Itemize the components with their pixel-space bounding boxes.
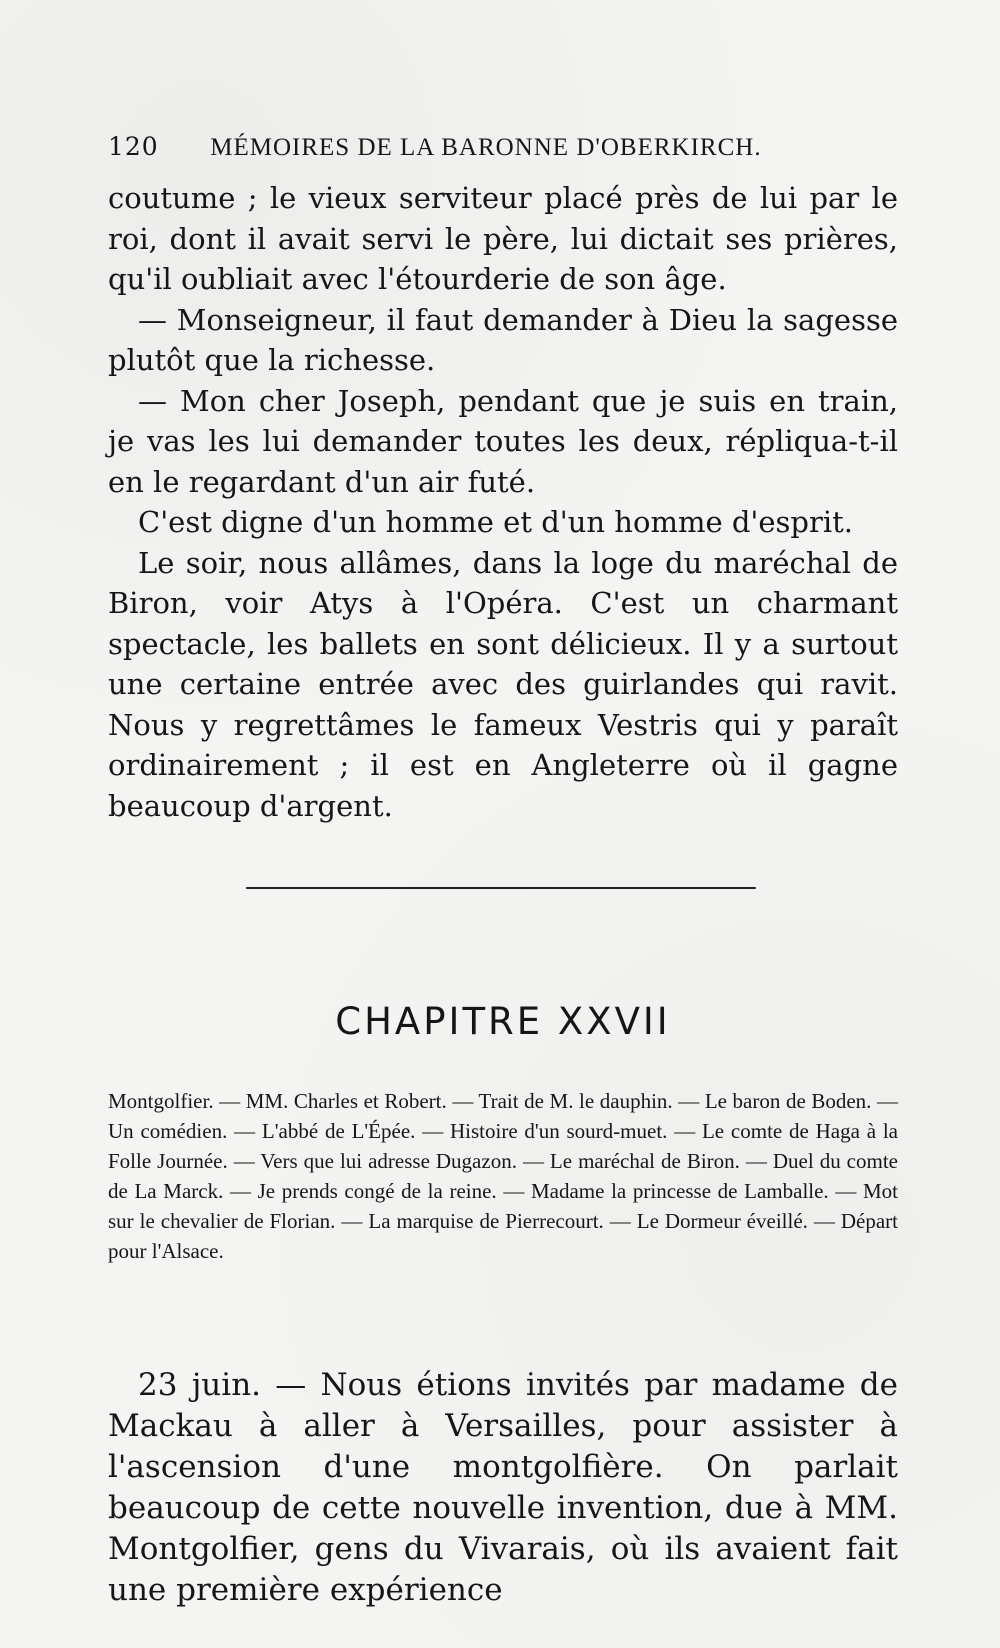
page-number: 120 bbox=[108, 132, 159, 161]
chapter-summary: Montgolfier. — MM. Charles et Robert. — Trait de M. le dauphin. — Le baron de Boden. — Un comédien. — L'abbé de L'Épée. — Histoire d'un sourd-muet. — Le comte de Haga à la Folle Journée. — Vers que lui adresse Dugazon. — Le maréchal de Biron. — Duel du comte de La Marck. — Je prends congé de la reine. — Madame la princesse de Lamballe. — Mot sur le chevalier de Florian. — La marquise de Pierrecourt. — Le Dormeur éveillé. — Départ pour l'Alsace. bbox=[108, 1089, 898, 1263]
chapter-opening-paragraph: 23 juin. — Nous étions invités par madame de Mackau à aller à Versailles, pour assister à l'ascension d'une montgolfière. On parlait beaucoup de cette nouvelle invention, due à MM. Montgolfier, gens du Vivarais, où ils avaient fait une première expérience bbox=[108, 1367, 898, 1608]
chapter-title: CHAPITRE XXVII bbox=[335, 1000, 671, 1043]
paragraph-2: — Monseigneur, il faut demander à Dieu la sagesse plutôt que la richesse. bbox=[108, 302, 898, 377]
section-divider bbox=[246, 887, 756, 889]
paragraph-5: Le soir, nous allâmes, dans la loge du maréchal de Biron, voir Atys à l'Opéra. C'est un charmant spectacle, les ballets en sont délicieux. Il y a surtout une certaine entrée avec des guirlandes qui ravit. Nous y regrettâmes le fameux Vestris qui y paraît ordinairement ; il est en Angleterre où il gagne beaucoup d'argent. bbox=[108, 545, 898, 823]
main-text bbox=[108, 178, 898, 826]
running-title: MÉMOIRES DE LA BARONNE D'OBERKIRCH. bbox=[210, 134, 762, 161]
paragraph-4: C'est digne d'un homme et d'un homme d'esprit. bbox=[138, 505, 853, 539]
paragraph-1: coutume ; le vieux serviteur placé près de lui par le roi, dont il avait servi le père, lui dictait ses prières, qu'il oubliait avec l'étourderie de son âge. bbox=[108, 181, 898, 296]
running-header bbox=[108, 132, 898, 162]
paragraph-3: — Mon cher Joseph, pendant que je suis en train, je vas les lui demander toutes les deux, répliqua-t-il en le regardant d'un air futé. bbox=[108, 383, 898, 499]
